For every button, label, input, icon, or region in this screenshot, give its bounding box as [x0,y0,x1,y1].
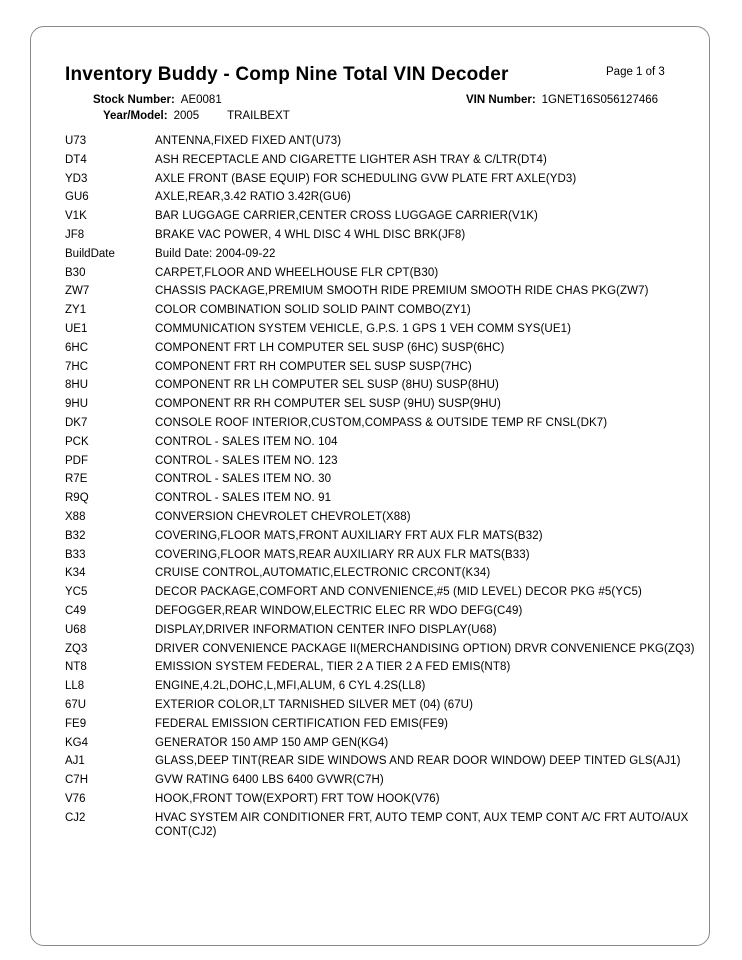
vin-number-value: 1GNET16S056127466 [541,94,659,106]
option-code: CJ2 [65,811,86,824]
options-list [65,134,695,844]
option-description: HOOK,FRONT TOW(EXPORT) FRT TOW HOOK(V76) [155,792,440,805]
option-description: COVERING,FLOOR MATS,REAR AUXILIARY RR AUX FLR MATS(B33) [155,548,530,561]
option-description: DISPLAY,DRIVER INFORMATION CENTER INFO DISPLAY(U68) [155,623,497,636]
option-code: K34 [65,567,86,580]
option-row [65,303,695,317]
option-description: ANTENNA,FIXED FIXED ANT(U73) [155,135,342,147]
option-code: PCK [65,435,89,448]
header-line-2 [103,110,290,122]
option-row [65,378,695,392]
option-code: NT8 [65,661,87,674]
option-description: COMPONENT FRT RH COMPUTER SEL SUSP SUSP(7HC) [155,360,472,373]
option-description: FEDERAL EMISSION CERTIFICATION FED EMIS(FE9) [155,717,448,730]
option-code: KG4 [65,736,89,749]
option-description: EXTERIOR COLOR,LT TARNISHED SILVER MET (04) (67U) [155,698,474,711]
option-description: COMPONENT RR LH COMPUTER SEL SUSP (8HU) SUSP(8HU) [155,379,499,392]
option-code: R9Q [65,492,89,505]
option-description: CONTROL - SALES ITEM NO. 91 [155,492,332,505]
option-description: COMPONENT FRT LH COMPUTER SEL SUSP (6HC) SUSP(6HC) [155,341,505,354]
page-number-indicator: Page 1 of 3 [606,66,665,78]
option-code: B32 [65,529,86,542]
option-row [65,679,695,693]
option-code: 6HC [65,341,89,354]
option-row [65,736,695,750]
option-row [65,623,695,637]
option-description: COMPONENT RR RH COMPUTER SEL SUSP (9HU) SUSP(9HU) [155,398,501,411]
page-title: Inventory Buddy - Comp Nine Total VIN Decoder [65,64,509,85]
option-description: CONTROL - SALES ITEM NO. 30 [155,473,332,486]
option-row [65,247,695,261]
option-description: GVW RATING 6400 LBS 6400 GVWR(C7H) [155,774,384,787]
model-value: TRAILBEXT [227,110,290,122]
option-row [65,698,695,712]
option-description: GENERATOR 150 AMP 150 AMP GEN(KG4) [155,736,389,749]
option-row [65,397,695,411]
option-description: ENGINE,4.2L,DOHC,L,MFI,ALUM, 6 CYL 4.2S(LL8) [155,680,426,693]
option-description: DECOR PACKAGE,COMFORT AND CONVENIENCE,#5 (MID LEVEL) DECOR PKG #5(YC5) [155,586,642,599]
option-code: GU6 [65,191,89,204]
option-row [65,642,695,656]
option-row [65,585,695,599]
option-row [65,209,695,223]
option-code: R7E [65,473,88,486]
option-row [65,134,695,148]
option-code: PDF [65,454,88,467]
option-row [65,172,695,186]
option-row [65,266,695,280]
option-description: HVAC SYSTEM AIR CONDITIONER FRT, AUTO TEMP CONT, AUX TEMP CONT A/C FRT AUTO/AUX CONT(CJ2) [155,811,689,838]
option-code: YD3 [65,172,88,185]
option-row [65,491,695,505]
option-code: AJ1 [65,755,85,768]
option-description: DRIVER CONVENIENCE PACKAGE II(MERCHANDISING OPTION) DRVR CONVENIENCE PKG(ZQ3) [155,642,695,655]
vin-group [466,94,658,106]
option-description: BAR LUGGAGE CARRIER,CENTER CROSS LUGGAGE CARRIER(V1K) [155,210,538,223]
option-description: COLOR COMBINATION SOLID SOLID PAINT COMBO(ZY1) [155,304,471,317]
option-description: CONTROL - SALES ITEM NO. 104 [155,435,338,448]
option-row [65,472,695,486]
option-row [65,322,695,336]
option-row [65,529,695,543]
option-code: LL8 [65,680,85,693]
option-code: B30 [65,266,86,279]
option-code: JF8 [65,228,85,241]
stock-number-label: Stock Number: [93,94,175,106]
option-row [65,153,695,167]
option-description: Build Date: 2004-09-22 [155,247,276,260]
option-code: V76 [65,792,86,805]
option-description: COMMUNICATION SYSTEM VEHICLE, G.P.S. 1 GPS 1 VEH COMM SYS(UE1) [155,322,572,335]
option-code: U68 [65,623,87,636]
option-row [65,435,695,449]
option-description: BRAKE VAC POWER, 4 WHL DISC 4 WHL DISC BRK(JF8) [155,228,466,241]
option-row [65,341,695,355]
option-row [65,548,695,562]
option-row [65,284,695,298]
option-description: COVERING,FLOOR MATS,FRONT AUXILIARY FRT AUX FLR MATS(B32) [155,529,543,542]
option-row [65,566,695,580]
option-code: YC5 [65,586,88,599]
option-code: DK7 [65,416,88,429]
option-row [65,360,695,374]
year-model-label: Year/Model: [103,110,168,122]
option-description: CRUISE CONTROL,AUTOMATIC,ELECTRONIC CRCONT(K34) [155,567,491,580]
option-code: 9HU [65,398,89,411]
option-row [65,416,695,430]
option-code: C49 [65,604,87,617]
option-row [65,228,695,242]
option-code: ZQ3 [65,642,88,655]
option-row [65,792,695,806]
option-description: GLASS,DEEP TINT(REAR SIDE WINDOWS AND REAR DOOR WINDOW) DEEP TINTED GLS(AJ1) [155,755,681,768]
option-row [65,454,695,468]
option-description: CONSOLE ROOF INTERIOR,CUSTOM,COMPASS & OUTSIDE TEMP RF CNSL(DK7) [155,416,608,429]
option-description: ASH RECEPTACLE AND CIGARETTE LIGHTER ASH TRAY & C/LTR(DT4) [155,153,547,166]
option-description: AXLE,REAR,3.42 RATIO 3.42R(GU6) [155,191,351,204]
option-code: B33 [65,548,86,561]
option-code: ZW7 [65,285,90,298]
option-description: CONTROL - SALES ITEM NO. 123 [155,454,338,467]
option-code: ZY1 [65,304,87,317]
option-row [65,604,695,618]
option-code: FE9 [65,717,87,730]
option-code: C7H [65,774,89,787]
option-description: DEFOGGER,REAR WINDOW,ELECTRIC ELEC RR WDO DEFG(C49) [155,604,523,617]
option-code: 8HU [65,379,89,392]
option-code: DT4 [65,153,87,166]
option-row [65,773,695,787]
option-row [65,811,695,839]
option-description: EMISSION SYSTEM FEDERAL, TIER 2 A TIER 2 A FED EMIS(NT8) [155,661,511,674]
option-description: CARPET,FLOOR AND WHEELHOUSE FLR CPT(B30) [155,266,439,279]
option-code: 7HC [65,360,89,373]
option-code: UE1 [65,322,88,335]
option-code: X88 [65,510,86,523]
option-description: AXLE FRONT (BASE EQUIP) FOR SCHEDULING GVW PLATE FRT AXLE(YD3) [155,172,577,185]
option-code: BuildDate [65,247,115,260]
option-row [65,190,695,204]
option-row [65,717,695,731]
option-row [65,660,695,674]
vin-number-label: VIN Number: [466,94,536,106]
stock-number-value: AE0081 [180,94,222,106]
option-code: U73 [65,135,87,147]
year-value: 2005 [173,110,200,122]
option-row [65,754,695,768]
option-code: 67U [65,698,87,711]
header-line-1 [93,94,659,106]
option-code: V1K [65,210,87,223]
option-description: CONVERSION CHEVROLET CHEVROLET(X88) [155,510,411,523]
option-row [65,510,695,524]
option-description: CHASSIS PACKAGE,PREMIUM SMOOTH RIDE PREMIUM SMOOTH RIDE CHAS PKG(ZW7) [155,285,649,298]
